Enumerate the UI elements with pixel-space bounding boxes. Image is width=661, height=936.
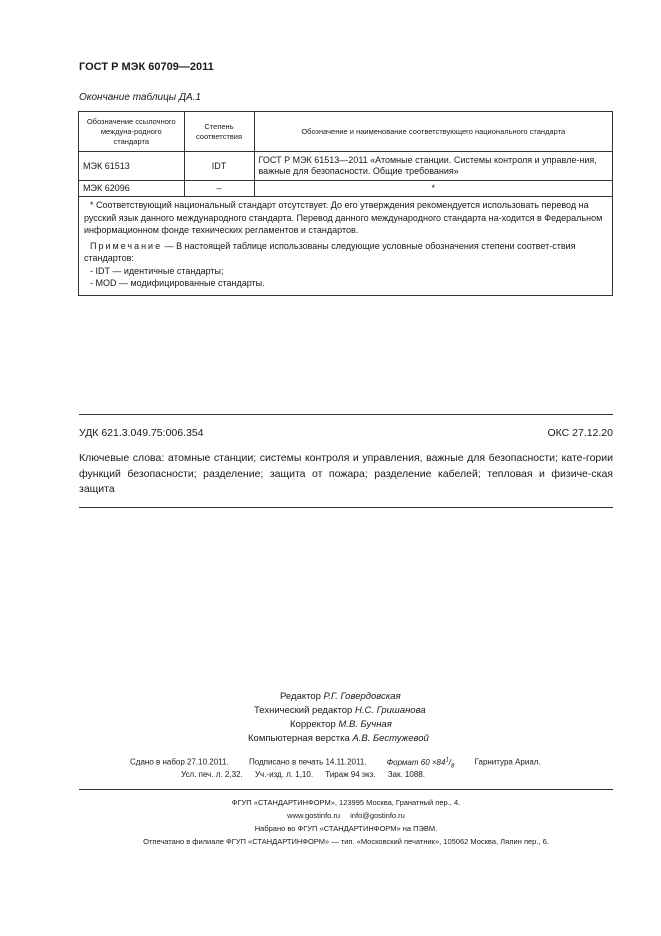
publisher-site-link[interactable]: www.gostinfo.ru — [287, 811, 341, 820]
cell-national: * — [254, 181, 612, 197]
publisher-sheets: Уч.-изд. л. 1,10. — [254, 770, 314, 779]
standards-table — [79, 112, 612, 197]
staff-name: М.В. Бучная — [338, 719, 392, 730]
staff-role: Компьютерная верстка — [248, 733, 350, 744]
staff-row — [230, 732, 480, 746]
keywords: Ключевые слова: атомные станции; системы контроля и управления, важные для безопасности; кате-гории функций безопасности; разделение; защита от пожара; разделение кабелей; тепловая и физиче-ская защита — [79, 452, 613, 495]
print-info-line2 — [181, 770, 425, 779]
note-label: Примечание — [90, 240, 163, 251]
table-note — [84, 240, 604, 265]
staff-name: Н.С. Гришанова — [354, 705, 426, 716]
publisher-contacts — [79, 809, 613, 822]
printed-info: Отпечатано в филиале ФГУП «СТАНДАРТИНФОРМ» — тип. «Московский печатник», 105062 Москва, Лялин пер., 6. — [143, 837, 549, 846]
print-sheets: Усл. печ. л. 2,32. — [181, 770, 243, 779]
column-header-national: Обозначение и наименование соответствующего национального стандарта — [254, 112, 612, 152]
staff-role: Технический редактор — [254, 705, 353, 716]
publisher-email-link[interactable]: info@gostinfo.ru — [350, 811, 405, 820]
cell-reference: МЭК 62096 — [79, 181, 184, 197]
cell-degree: IDT — [184, 152, 254, 181]
document-header: ГОСТ Р МЭК 60709—2011 — [79, 61, 214, 73]
publisher-address: ФГУП «СТАНДАРТИНФОРМ», 123995 Москва, Гранатный пер., 4. — [231, 798, 461, 807]
oks-code: ОКС 27.12.20 — [547, 427, 613, 439]
staff-row — [230, 704, 480, 718]
udk-code: УДК 621.3.049.75:006.354 — [79, 427, 204, 439]
divider — [79, 414, 613, 415]
staff-row — [230, 718, 480, 732]
column-header-degree: Степень соответствия — [184, 112, 254, 152]
table-row — [79, 152, 612, 181]
table-caption: Окончание таблицы ДА.1 — [79, 92, 201, 103]
cell-national: ГОСТ Р МЭК 61513—2011 «Атомные станции. Системы контроля и управле-ния, важные для безопасности. Общие требования» — [254, 152, 612, 181]
publisher-info — [79, 796, 613, 848]
table-footnote: * Соответствующий национальный стандарт отсутствует. До его утверждения рекомендуется использовать перевод на русский язык данного международного стандарта. Перевод данного международного стандарта на-ходится в Федеральном информационном фонде технических регламентов и стандартов. — [84, 200, 603, 235]
order-number: Зак. 1088. — [387, 770, 425, 779]
divider — [79, 789, 613, 790]
sent-date: Сдано в набор 27.10.2011. — [130, 757, 229, 767]
staff-name: А.В. Бестужевой — [352, 733, 429, 744]
font-info: Гарнитура Ариал. — [474, 757, 541, 767]
note-text: — В настоящей таблице использованы следующие условные обозначения степени соответ-ствия стандартов: — [84, 240, 576, 263]
staff-name: Р.Г. Говердовская — [323, 691, 401, 702]
table-header-row — [79, 112, 612, 152]
cell-degree: – — [184, 181, 254, 197]
column-header-reference: Обозначение ссылочного междуна-родного стандарта — [79, 112, 184, 152]
note-item: - MOD — модифицированные стандарты. — [90, 278, 265, 288]
staff-role: Редактор — [280, 691, 321, 702]
format: Формат $60 \times 84^1/_8$ — [386, 757, 455, 770]
table-notes — [84, 199, 604, 290]
print-run: Тираж 94 экз. — [325, 770, 376, 779]
staff-credits — [230, 690, 480, 746]
typeset-info: Набрано во ФГУП «СТАНДАРТИНФОРМ» на ПЭВМ. — [254, 824, 438, 833]
print-info-line1 — [130, 757, 541, 769]
cell-reference: МЭК 61513 — [79, 152, 184, 181]
divider — [79, 507, 613, 508]
staff-role: Корректор — [290, 719, 336, 730]
table-row — [79, 181, 612, 197]
signed-date: Подписано в печать 14.11.2011. — [248, 757, 367, 767]
staff-row — [230, 690, 480, 704]
note-item: - IDT — идентичные стандарты; — [90, 265, 224, 276]
